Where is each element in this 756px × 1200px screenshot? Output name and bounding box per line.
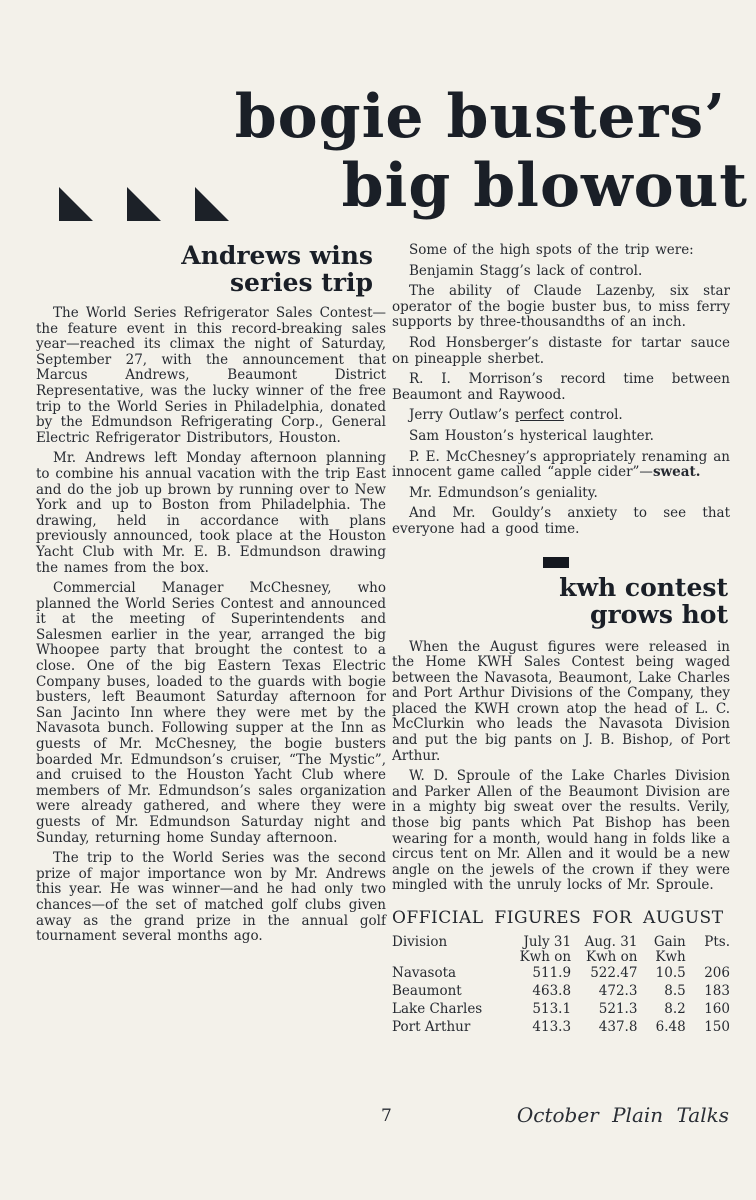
list-item [392,408,730,424]
col-aug: Aug. 31 [584,934,638,950]
cell-gain: 8.5 [664,983,686,999]
triangle-decorations [59,187,229,221]
list-item: Mr. Edmundson’s geniality. [409,484,598,501]
body-paragraph: The trip to the World Series was the second prize of major importance won by Mr. Andrews this year. He was winner—and he had only two chances—of the set of matched golf clubs given away as the grand prize in the annual golf tournament several months ago. [36,850,386,945]
list-item: Benjamin Stagg’s lack of control. [409,262,643,279]
page-title-line1: bogie busters’ [234,82,726,152]
cell-gain: 6.48 [655,1019,686,1035]
cell-division: Navasota [392,965,457,981]
table-row [392,982,730,1000]
page-title-line2: big blowout [341,151,748,221]
cell-gain: 8.2 [664,1001,686,1017]
table-row [392,1018,730,1036]
table-row [392,964,730,982]
cell-july: 513.1 [532,1001,572,1017]
page-number: 7 [381,1106,392,1126]
left-column [36,240,386,950]
highlights-intro: Some of the high spots of the trip were: [409,242,694,258]
cell-pts: 183 [704,983,730,999]
col-july: July 31 [523,934,572,950]
cell-gain: 10.5 [655,965,686,981]
cell-pts: 160 [704,1001,730,1017]
cell-july: 463.8 [532,983,572,999]
list-item: R. I. Morrison’s record time between Beaumont and Raywood. [392,371,730,403]
right-column [392,240,730,1036]
magazine-footer-title: October Plain Talks [516,1103,729,1127]
subcol-aug: Kwh on [585,949,638,965]
triangle-icon [59,187,93,221]
subcol-july: Kwh on [519,949,572,965]
list-item-text: Jerry Outlaw’s [409,407,515,424]
table-row [392,1000,730,1018]
body-paragraph: The World Series Refrigerator Sales Contest—the feature event in this record-breaking sales year—reached its climax the night of Saturday, September 27, with the announcement that Marcus Andrews, Beaumont District Representative, was the lucky winner of the free trip to the World Series in Philadelphia, donated by the Edmundson Refrigerating Corp., General Electric Refrigerator Distributors, Houston. [36,305,386,446]
col-division: Division [392,934,448,950]
cell-july: 413.3 [532,1019,572,1035]
kwh-heading-line1: kwh contest [559,572,728,602]
bold-word: sweat. [652,464,701,481]
article-heading-line1: Andrews wins [181,241,373,270]
cell-division: Lake Charles [392,1001,483,1017]
body-paragraph: W. D. Sproule of the Lake Charles Division and Parker Allen of the Beaumont Division are in a mighty big sweat over the results. Verily, those big pants which Pat Bishop has been wearing for a month, would hang in folds like a circus tent on Mr. Allen and it would be a new angle on the jewels of the crown if they were mingled with the unruly locks of Mr. Sproule. [392,768,730,894]
list-item [392,450,730,481]
subcol-blank [686,950,730,964]
subcol-blank [392,950,509,964]
article-heading-kwh [392,574,728,628]
list-item: The ability of Claude Lazenby, six star operator of the bogie buster bus, to miss ferry supports by three-thousandths of an inch. [392,283,730,331]
list-item-text: control. [563,407,623,424]
table-subheader-row [392,950,730,964]
body-paragraph: Commercial Manager McChesney, who planned the World Series Contest and announced it at the meeting of Superintendents and Salesmen earlier in the year, arranged the big Whoopee party that brought the contest to a close. One of the big Eastern Texas Electric Company buses, loaded to the guards with bogie busters, left Beaumont Saturday afternoon for San Jacinto Inn where they were met by the Navasota bunch. Following supper at the Inn as guests of Mr. McChesney, the bogie busters boarded Mr. Edmundson’s cruiser, “The Mystic”, and cruised to the Houston Yacht Club where members of Mr. Edmundson’s sales organization were already gathered, and where they were guests of Mr. Edmundson Saturday night and Sunday, returning home Sunday afternoon. [36,580,386,846]
cell-division: Beaumont [392,983,462,999]
article-heading-line2: series trip [229,268,373,297]
table-header-row [392,934,730,950]
article-heading-andrews [36,242,386,296]
list-item: Sam Houston’s hysterical laughter. [409,427,654,444]
triangle-icon [195,187,229,221]
kwh-heading-line2: grows hot [589,599,728,629]
col-gain: Gain [653,934,686,950]
body-paragraph: Mr. Andrews left Monday afternoon planning to combine his annual vacation with the trip East and do the job up brown by running over to New York and up to Boston from Philadelphia. The drawing, held in accordance with plans previously announced, took place at the Houston Yacht Club with Mr. E. B. Edmundson drawing the names from the box. [36,450,386,576]
list-item: And Mr. Gouldy’s anxiety to see that everyone had a good time. [392,505,730,537]
cell-division: Port Arthur [392,1019,471,1035]
figures-table [392,934,730,1036]
list-item-text: P. E. McChesney’s appropriately renaming an innocent game called “apple cider”— [392,448,730,481]
cell-aug: 521.3 [598,1001,638,1017]
cell-aug: 522.47 [590,965,638,981]
cell-pts: 206 [704,965,730,981]
section-marker-bar [543,557,569,568]
cell-pts: 150 [704,1019,730,1035]
figures-heading: OFFICIAL FIGURES FOR AUGUST [392,908,724,928]
underlined-word: perfect [514,407,564,424]
cell-aug: 437.8 [598,1019,638,1035]
triangle-icon [127,187,161,221]
list-item: Rod Honsberger’s distaste for tartar sauce on pineapple sherbet. [392,334,730,367]
cell-aug: 472.3 [598,983,638,999]
cell-july: 511.9 [532,965,572,981]
body-paragraph: When the August figures were released in the Home KWH Sales Contest being waged between the Navasota, Beaumont, Lake Charles and Port Arthur Divisions of the Company, they placed the KWH crown atop the head of L. C. McClurkin who leads the Navasota Division and put the big pants on J. B. Bishop, of Port Arthur. [392,638,730,764]
subcol-gain: Kwh [655,949,686,965]
col-pts: Pts. [704,934,730,950]
